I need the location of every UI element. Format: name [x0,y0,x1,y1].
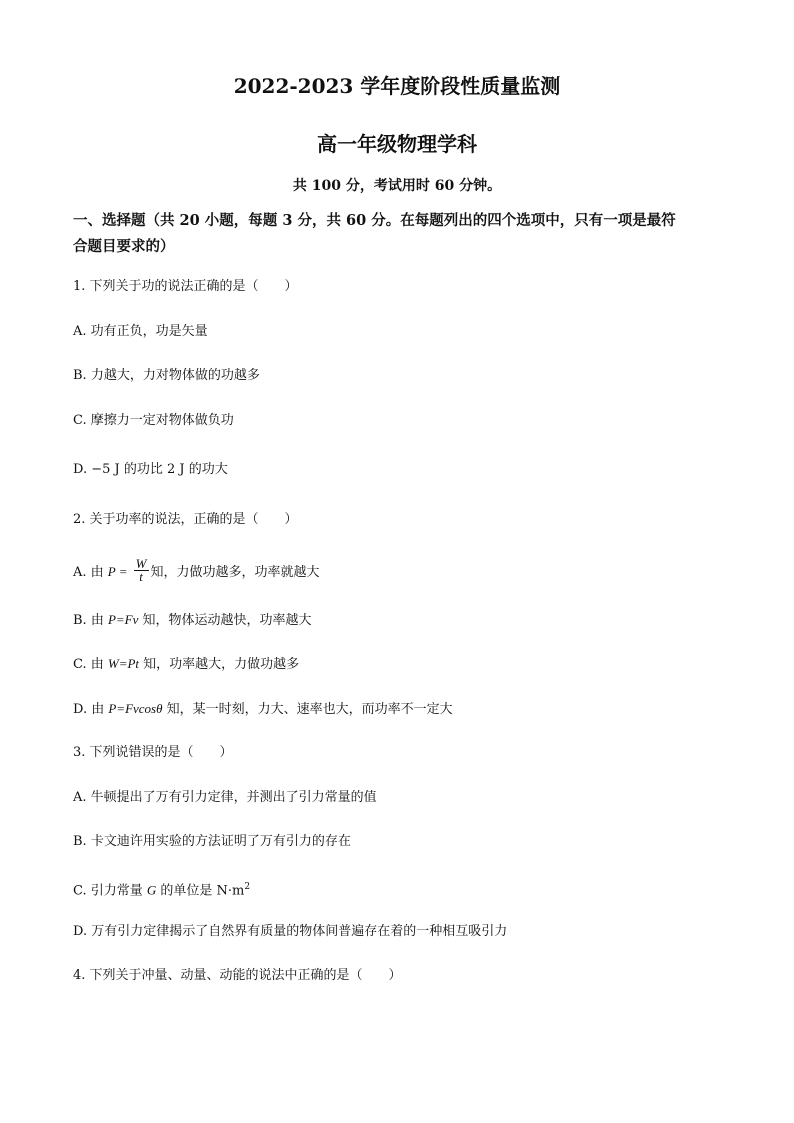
question-2-option-a-fraction [134,558,149,583]
question-1-option-b: B. 力越大，力对物体做的功越多 [73,368,260,383]
question-2-option-a-prefix: A. 由 [73,565,104,580]
question-2-option-d [73,700,453,719]
exam-title: 2022-2023 学年度阶段性质量监测 [233,74,561,98]
question-3-option-c-superscript: 2 [244,882,251,892]
exam-note: 共 100 分，考试用时 60 分钟。 [292,178,502,194]
question-2-option-d-suffix: 知，某一时刻，力大、速率也大，而功率不一定大 [162,702,453,717]
question-2-option-c-prefix: C. 由 [73,657,108,672]
question-3-option-d: D. 万有引力定律揭示了自然界有质量的物体间普遍存在着的一种相互吸引力 [73,924,508,939]
question-1-option-a: A. 功有正负，功是矢量 [73,324,208,339]
question-1-option-d: D. −5 J 的功比 2 J 的功大 [73,462,228,477]
question-2-option-c-formula: W=Pt [107,656,140,671]
fraction-numerator: W [135,556,147,571]
question-2-option-b-suffix: 知，物体运动越快，功率越大 [138,613,312,628]
question-1-stem: 1. 下列关于功的说法正确的是（ ） [73,279,298,294]
section-heading [73,208,723,260]
question-2-option-a-formula-lhs: P = [107,564,128,579]
question-2-stem: 2. 关于功率的说法，正确的是（ ） [73,512,298,527]
question-3-option-c-symbol: G [146,882,157,898]
section-heading-line-1: 一、选择题（共 20 小题，每题 3 分，共 60 分。在每题列出的四个选项中，只有一项是最符 [73,212,676,229]
question-2-option-b-prefix: B. 由 [73,613,108,628]
question-2-option-a-suffix: 知，力做功越多，功率就越大 [150,565,320,580]
fraction-denominator: t [139,569,143,584]
question-2-option-a [73,556,320,585]
question-2-option-b [73,611,312,630]
question-2-option-d-prefix: D. 由 [73,702,109,717]
question-3-option-b: B. 卡文迪许用实验的方法证明了万有引力的存在 [73,834,351,849]
section-heading-line-2: 合题目要求的） [73,238,175,255]
question-3-option-c-prefix: C. 引力常量 [73,883,147,899]
question-3-stem: 3. 下列说错误的是（ ） [73,745,233,760]
question-2-option-b-formula: P=Fv [107,612,139,627]
question-3-option-c-suffix: 的单位是 N·m [156,883,245,899]
question-2-option-c [73,655,299,674]
question-4-stem: 4. 下列关于冲量、动量、动能的说法中正确的是（ ） [73,968,402,983]
exam-subtitle: 高一年级物理学科 [317,132,477,156]
question-2-option-d-formula: P=Fvcosθ [108,701,163,716]
question-2-option-c-suffix: 知，功率越大，力做功越多 [139,657,300,672]
question-3-option-a: A. 牛顿提出了万有引力定律，并测出了引力常量的值 [73,790,377,805]
question-1-option-c: C. 摩擦力一定对物体做负功 [73,413,234,428]
question-3-option-c [73,878,250,900]
